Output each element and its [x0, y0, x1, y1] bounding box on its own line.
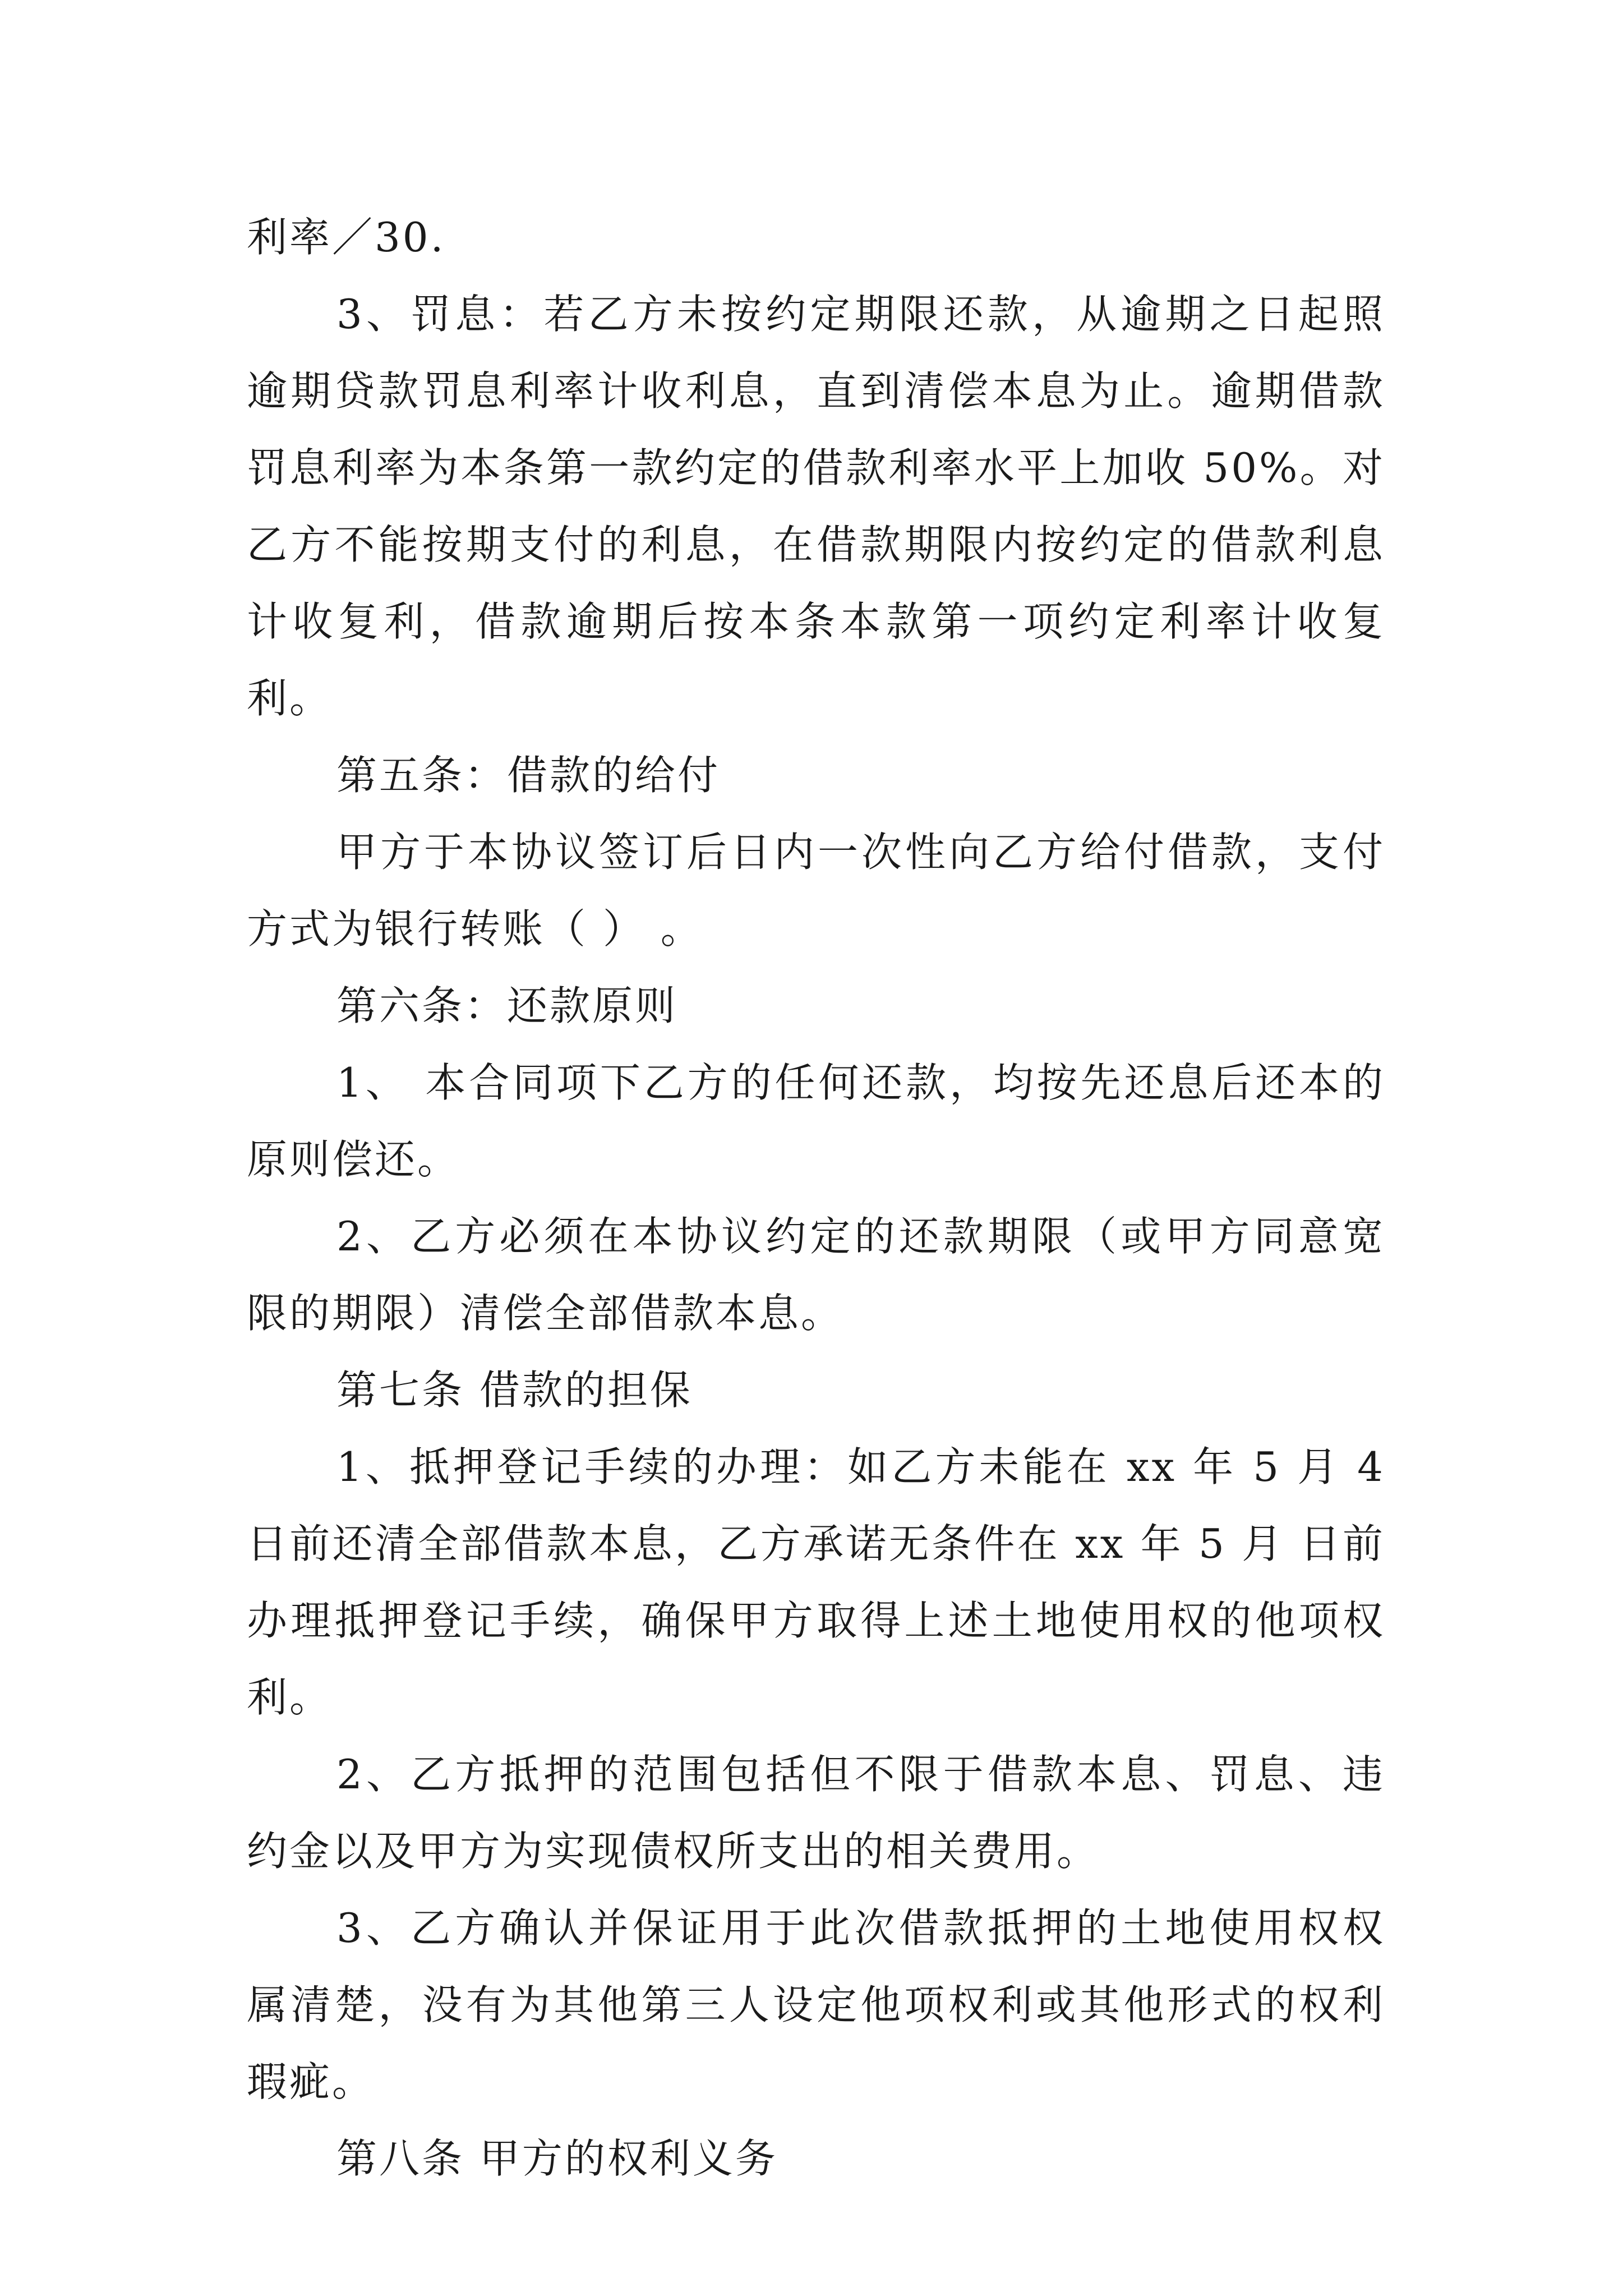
paragraph-land-rights-warranty: 3、乙方确认并保证用于此次借款抵押的土地使用权权属清楚，没有为其他第三人设定他项权利或其他形式的权利瑕疵。 — [247, 1904, 1385, 2105]
paragraph-loan-payment: 甲方于本协议签订后日内一次性向乙方给付借款，支付方式为银行转账（ ） 。 — [247, 829, 1385, 953]
heading-article-7: 第七条 借款的担保 — [336, 1366, 693, 1414]
paragraph-penalty-interest: 3、罚息：若乙方未按约定期限还款，从逾期之日起照逾期贷款罚息利率计收利息，直到清偿本息为止。逾期借款罚息利率为本条第一款约定的借款利率水平上加收 50%。对乙方不能按期支付的利息，在借款期限内按约定的借款利息计收复利，借款逾期后按本条本款第一项约定利率计收复利。 — [247, 291, 1385, 722]
paragraph-repayment-order: 1、 本合同项下乙方的任何还款，均按先还息后还本的原则偿还。 — [247, 1059, 1385, 1183]
heading-article-5: 第五条：借款的给付 — [336, 752, 721, 799]
paragraph-repayment-deadline: 2、乙方必须在本协议约定的还款期限（或甲方同意宽限的期限）清偿全部借款本息。 — [247, 1213, 1385, 1337]
heading-article-6: 第六条：还款原则 — [336, 982, 678, 1029]
paragraph-mortgage-scope: 2、乙方抵押的范围包括但不限于借款本息、罚息、违约金以及甲方为实现债权所支出的相关费用。 — [247, 1751, 1385, 1875]
paragraph-interest-rate-fragment: 利率／30. — [247, 214, 446, 261]
heading-article-8: 第八条 甲方的权利义务 — [336, 2135, 778, 2182]
paragraph-mortgage-registration: 1、抵押登记手续的办理：如乙方未能在 xx 年 5 月 4 日前还清全部借款本息，乙方承诺无条件在 xx 年 5 月 日前办理抵押登记手续，确保甲方取得上述土地使用权的他项权利。 — [247, 1443, 1385, 1721]
document-body — [247, 199, 1385, 2197]
